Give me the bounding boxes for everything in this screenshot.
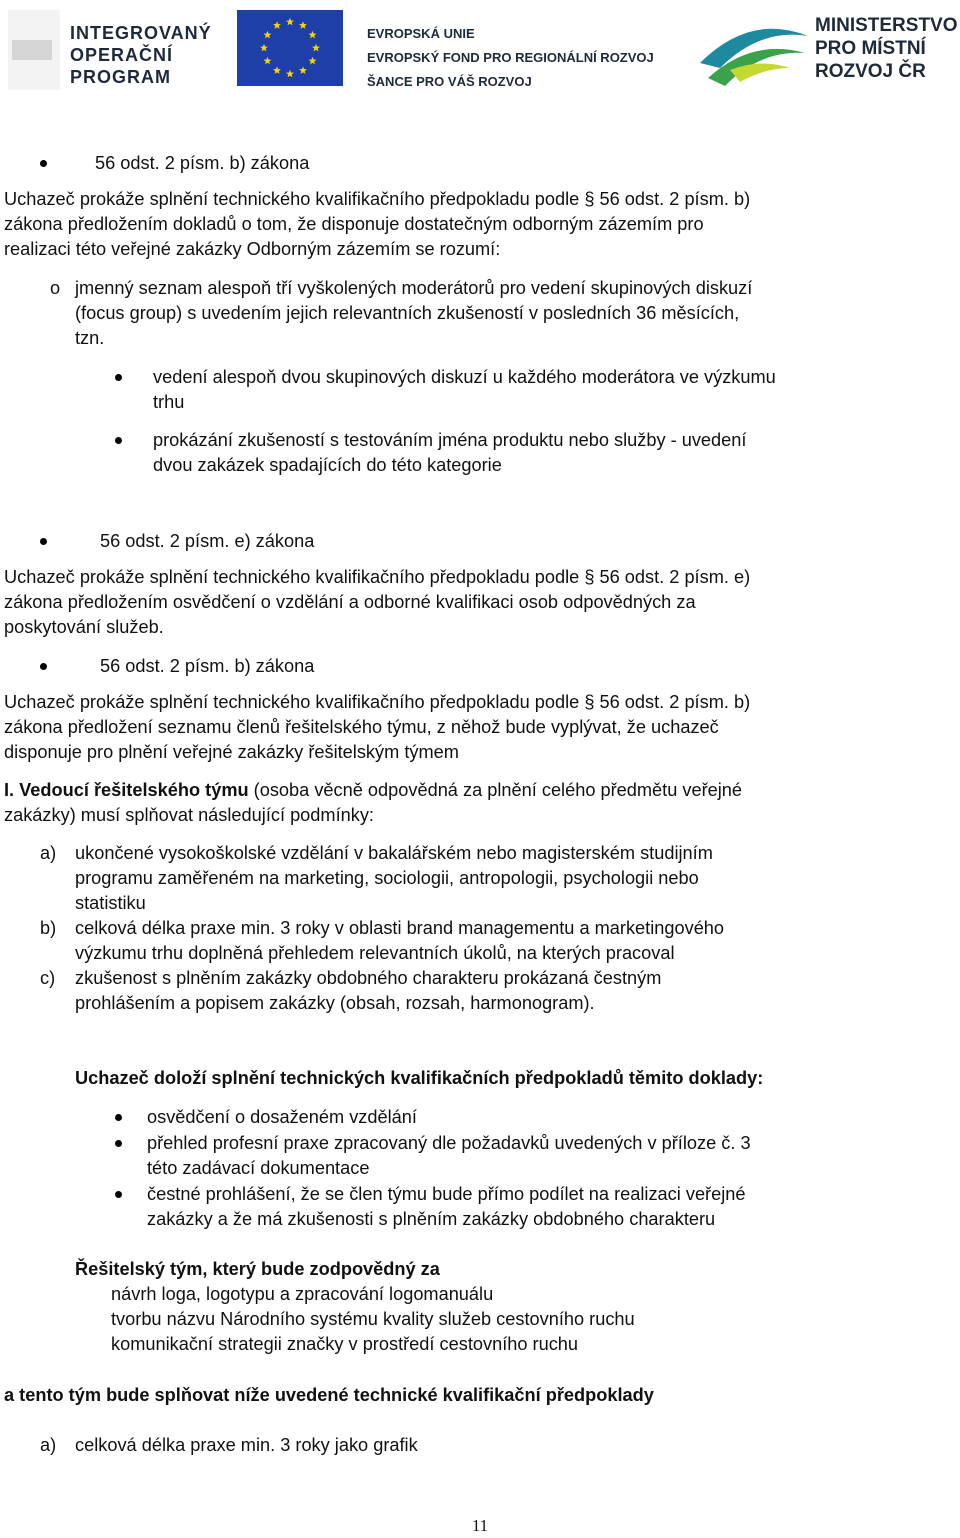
s4-item-line: statistiku [75, 893, 146, 913]
s3-line: Uchazeč prokáže splnění technického kvalifikačního předpokladu podle § 56 odst. 2 písm. b) [4, 692, 751, 712]
iop-line-3: PROGRAM [70, 67, 171, 87]
s2-line: Uchazeč prokáže splnění technického kvalifikačního předpokladu podle § 56 odst. 2 písm. e) [4, 567, 751, 587]
bullet-icon [115, 1114, 122, 1121]
s5-bullet-line: osvědčení o dosaženém vzdělání [147, 1107, 417, 1127]
s4-item-line: prohlášením a popisem zakázky (obsah, rozsah, harmonogram). [75, 993, 595, 1013]
o-line: jmenný seznam alespoň tří vyškolených moderátorů pro vedení skupinových diskuzí [75, 278, 753, 298]
s6-line: komunikační strategii značky v prostředí cestovního ruchu [111, 1334, 579, 1354]
s5-bullet-line: této zadávací dokumentace [147, 1158, 370, 1178]
o-marker: o [50, 278, 61, 298]
bullet-icon [115, 374, 122, 381]
s3-line: zákona předložení seznamu členů řešitelského týmu, z něhož bude vyplývat, že uchazeč [4, 717, 719, 737]
s5-heading: Uchazeč doloží splnění technických kvalifikačních předpokladů těmito doklady: [75, 1068, 764, 1088]
sub-bullet-line: trhu [153, 392, 185, 412]
s1-paragraph [4, 187, 904, 262]
logo-mmr [690, 0, 960, 100]
s5-bullet-item [147, 1182, 904, 1232]
iop-line-1: INTEGROVANÝ [70, 23, 212, 43]
s3-bullet-text: 56 odst. 2 písm. b) zákona [100, 656, 315, 676]
s3-paragraph [4, 690, 904, 765]
sub-bullet-line: prokázání zkušeností s testováním jména produktu nebo služby - uvedení [153, 430, 747, 450]
iop-line-2: OPERAČNÍ [70, 45, 174, 65]
sub-bullet-line: vedení alespoň dvou skupinových diskuzí u každého moderátora ve výzkumu [153, 367, 776, 387]
bullet-icon [115, 1140, 122, 1147]
s5-bullet-line: čestné prohlášení, že se člen týmu bude přímo podílet na realizaci veřejné [147, 1184, 746, 1204]
s4-lead-bold: I. Vedoucí řešitelského týmu [4, 780, 249, 800]
s4-item [75, 966, 904, 1016]
s2-line: poskytování služeb. [4, 617, 164, 637]
s1-line: realizaci této veřejné zakázky Odborným zázemím se rozumí: [4, 239, 501, 259]
s4-lead-line2: zakázky) musí splňovat následující podmínky: [4, 805, 374, 825]
bullet-icon [40, 663, 47, 670]
s2-bullet-text: 56 odst. 2 písm. e) zákona [100, 531, 315, 551]
s3-line: disponuje pro plnění veřejné zakázky řešitelským týmem [4, 742, 459, 762]
mmr-line-2: PRO MÍSTNÍ [815, 38, 926, 59]
s4-item-line: výzkumu trhu doplněná přehledem relevantních úkolů, na kterých pracoval [75, 943, 675, 963]
s5-bullet-line: přehled profesní praxe zpracovaný dle požadavků uvedených v příloze č. 3 [147, 1133, 751, 1153]
bullet-icon [40, 160, 47, 167]
s4-item [75, 841, 904, 916]
s6-heading: Řešitelský tým, který bude zodpovědný za [75, 1259, 440, 1279]
s6-line: návrh loga, logotypu a zpracování logomanuálu [111, 1284, 494, 1304]
logo-eu [235, 0, 675, 100]
s4-lead-rest: (osoba věcně odpovědná za plnění celého předmětu veřejné [248, 780, 743, 800]
s7-marker: a) [40, 1435, 57, 1455]
s4-item-line: celková délka praxe min. 3 roky v oblasti brand managementu a marketingového [75, 918, 725, 938]
s4-marker: a) [40, 843, 57, 863]
eu-line-3: ŠANCE PRO VÁŠ ROZVOJ [367, 74, 532, 89]
s1-line: Uchazeč prokáže splnění technického kvalifikačního předpokladu podle § 56 odst. 2 písm. b) [4, 189, 751, 209]
s4-marker: b) [40, 918, 57, 938]
mmr-line-3: ROZVOJ ČR [815, 61, 926, 82]
s4-lead [4, 778, 904, 828]
eu-line-1: EVROPSKÁ UNIE [367, 26, 475, 41]
s1-line: zákona předložením dokladů o tom, že disponuje dostatečným odborným zázemím pro [4, 214, 704, 234]
s4-lead-line [4, 778, 904, 803]
s5-bullet-item [147, 1131, 904, 1181]
s4-item-line: ukončené vysokoškolské vzdělání v bakalářském nebo magisterském studijním [75, 843, 713, 863]
s4-item-line: programu zaměřeném na marketing, sociologii, antropologii, psychologii nebo [75, 868, 699, 888]
eu-line-2: EVROPSKÝ FOND PRO REGIONÁLNÍ ROZVOJ [367, 50, 654, 65]
s4-item-line: zkušenost s plněním zakázky obdobného charakteru prokázaná čestným [75, 968, 662, 988]
s1-sub-bullet [153, 428, 904, 478]
bullet-icon [115, 1191, 122, 1198]
s2-paragraph [4, 565, 904, 640]
bullet-icon [115, 437, 122, 444]
s6-list [111, 1282, 635, 1357]
s2-line: zákona předložením osvědčení o vzdělání a odborné kvalifikaci osob odpovědných za [4, 592, 696, 612]
s1-o-item [75, 276, 904, 351]
s6-line: tvorbu názvu Národního systému kvality služeb cestovního ruchu [111, 1309, 635, 1329]
o-line: (focus group) s uvedením jejich relevantních zkušeností v posledních 36 měsících, [75, 303, 740, 323]
mmr-emblem-icon [690, 8, 815, 98]
s5-bullet-line: zakázky a že má zkušenosti s plněním zakázky obdobného charakteru [147, 1209, 716, 1229]
logo-iop [0, 0, 215, 100]
page-number: 11 [471, 1516, 489, 1535]
s7-heading: a tento tým bude splňovat níže uvedené technické kvalifikační předpoklady [4, 1385, 654, 1405]
o-line: tzn. [75, 328, 105, 348]
s1-bullet-text: 56 odst. 2 písm. b) zákona [95, 153, 310, 173]
bullet-icon [40, 538, 47, 545]
eu-flag-icon [235, 8, 345, 88]
sub-bullet-line: dvou zakázek spadajících do této kategorie [153, 455, 502, 475]
s4-item [75, 916, 904, 966]
s5-bullet-item [147, 1105, 904, 1130]
s1-sub-bullet [153, 365, 904, 415]
mmr-line-1: MINISTERSTVO [815, 15, 958, 36]
s7-item: celková délka praxe min. 3 roky jako grafik [75, 1435, 418, 1455]
s4-marker: c) [40, 968, 56, 988]
